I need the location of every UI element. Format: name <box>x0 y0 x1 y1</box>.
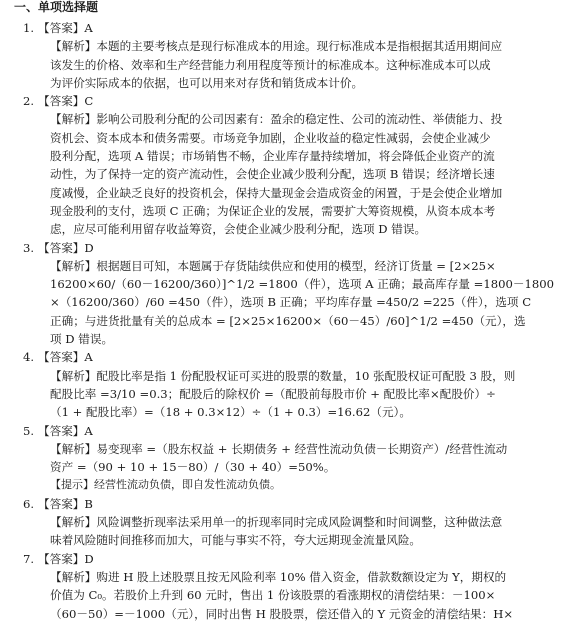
item-number: 2. <box>22 94 34 109</box>
item-number: 1. <box>22 21 34 35</box>
analysis-line: （60－50）=－1000（元），同时出售 H 股股票，偿还借入的 Y 元资金的清偿结果：H× <box>50 606 514 621</box>
analysis-line: 正确；与进货批量有关的总成本 = [2×25×16200×（60－45）/60]^1/2 =450（元），选 <box>50 313 526 328</box>
answer-list <box>14 19 563 623</box>
analysis-line: 资机会、资本成本和债务需要。市场竞争加剧，企业收益的稳定性减弱，会使企业减少 <box>50 130 491 145</box>
answer-item <box>14 422 563 495</box>
item-number: 5. <box>22 423 34 438</box>
analysis-line: 【解析】根据题目可知，本题属于存货陆续供应和使用的模型，经济订货量 = [2×25× <box>50 258 496 273</box>
answer-label: 【答案】A <box>38 21 93 35</box>
answer-row <box>14 92 563 110</box>
answer-item <box>14 495 563 550</box>
answer-label: 【答案】A <box>38 350 93 365</box>
analysis-line: 16200×60/（60－16200/360）]^1/2 =1800（件），选项 A 正确；最高库存量 =1800－1800 <box>50 277 554 292</box>
analysis-line: 味着风险随时间推移而加大，可能与事实不符，夸大远期现金流量风险。 <box>50 533 422 548</box>
answer-label: 【答案】A <box>38 423 93 438</box>
answer-item <box>14 19 563 92</box>
answer-item <box>14 239 563 349</box>
analysis-line: ×（16200/360）/60 =450（件），选项 B 正确；平均库存量 =450/2 =225（件），选项 C <box>50 295 532 310</box>
analysis-line: 资产 =（90 + 10 + 15－80）/（30 + 40）=50%。 <box>50 460 336 475</box>
analysis-line: 项 D 错误。 <box>50 332 114 347</box>
analysis-line: 现金股利的支付，选项 C 正确；为保证企业的发展，需要扩大筹资规模，从资本成本考 <box>50 203 496 218</box>
analysis-line: 【解析】本题的主要考核点是现行标准成本的用途。现行标准成本是指根据其适用期间应 <box>50 39 503 54</box>
analysis-line: 【解析】易变现率 =（股东权益 + 长期债务 + 经营性流动负债－长期资产）/经营性流动 <box>50 441 508 456</box>
analysis-line: 价值为 C₀。若股价上升到 60 元时，售出 1 份该股票的看涨期权的清偿结果：－100× <box>50 588 496 603</box>
tip-line: 【提示】经营性流动负债，即自发性流动负债。 <box>50 478 281 492</box>
answer-row <box>14 239 563 257</box>
item-number: 7. <box>22 551 34 566</box>
answer-label: 【答案】D <box>38 551 94 566</box>
item-number: 6. <box>22 496 34 511</box>
item-number: 3. <box>22 240 34 255</box>
analysis-line: 该发生的价格、效率和生产经营能力利用程度等预计的标准成本。这种标准成本可以成 <box>50 57 491 72</box>
analysis-line: 【解析】影响公司股利分配的公司因素有：盈余的稳定性、公司的流动性、举债能力、投 <box>50 112 503 127</box>
answer-row <box>14 422 563 440</box>
answer-label: 【答案】D <box>38 240 94 255</box>
section-heading: 一、单项选择题 <box>14 0 99 14</box>
analysis-line: 【解析】风险调整折现率法采用单一的折现率同时完成风险调整和时间调整，这种做法意 <box>50 515 503 530</box>
analysis-line: 度减慢，企业缺乏良好的投资机会，保持大量现金会造成资金的闲置，于是会使企业增加 <box>50 185 503 200</box>
answer-row <box>14 495 563 513</box>
analysis-line: 虑，应尽可能利用留存收益筹资，会使企业减少股利分配，选项 D 错误。 <box>50 222 427 237</box>
answer-item <box>14 550 563 623</box>
answer-item <box>14 92 563 238</box>
analysis-line: 股利分配，选项 A 错误；市场销售不畅，企业库存量持续增加，将会降低企业资产的流 <box>50 149 495 164</box>
item-number: 4. <box>22 350 34 365</box>
answer-item <box>14 348 563 421</box>
analysis-line: 为评价实际成本的依据，也可以用来对存货和销货成本计价。 <box>50 75 364 90</box>
analysis-line: 配股比率 =3/10 =0.3；配股后的除权价 =（配股前每股市价 + 配股比率×配股价）÷ <box>50 386 496 401</box>
analysis-line: 【解析】配股比率是指 1 份配股权证可买进的股票的数量，10 张配股权证可配股 3 股，则 <box>50 368 516 383</box>
answer-label: 【答案】B <box>38 496 93 511</box>
analysis-line: 动性，为了保持一定的资产流动性，会使企业减少股利分配，选项 B 错误；经济增长速 <box>50 167 495 182</box>
answer-row <box>14 348 563 366</box>
answer-row <box>14 19 563 37</box>
analysis-line: （1 + 配股比率）=（18 + 0.3×12）÷（1 + 0.3）=16.62（元）。 <box>50 405 411 420</box>
answer-row <box>14 550 563 568</box>
analysis-line: 【解析】购进 H 股上述股票且按无风险利率 10% 借入资金，借款数额设定为 Y，期权的 <box>50 569 507 584</box>
answer-label: 【答案】C <box>38 94 94 109</box>
